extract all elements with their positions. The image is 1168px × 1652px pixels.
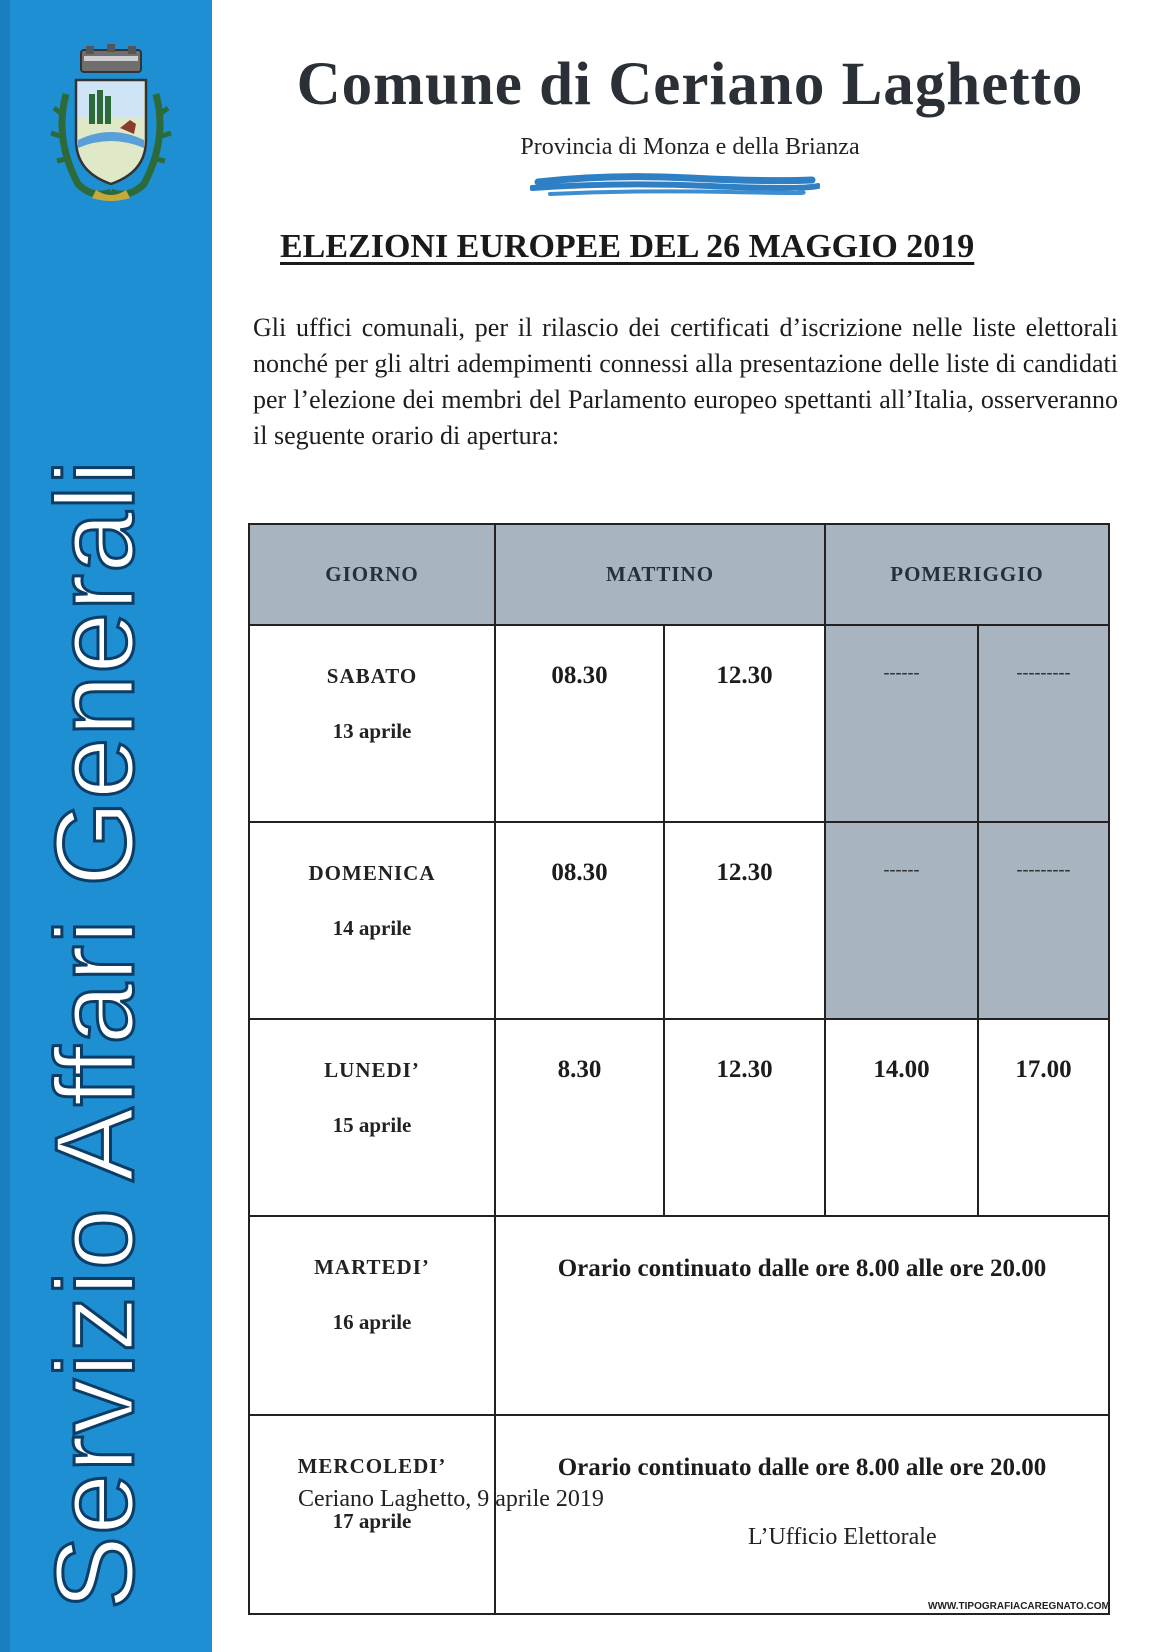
day-cell [249, 1216, 495, 1415]
day-date: 13 aprile [332, 719, 412, 743]
table-row [249, 1019, 1109, 1216]
continuous-hours: Orario continuato dalle ore 8.00 alle ore 20.00 [495, 1216, 1109, 1415]
afternoon-close-time: --------- [978, 625, 1109, 822]
morning-open-time: 8.30 [495, 1019, 664, 1216]
header-mattino: MATTINO [495, 524, 825, 625]
afternoon-open-time: ------ [825, 822, 978, 1019]
day-cell [249, 1019, 495, 1216]
day-cell [249, 625, 495, 822]
morning-open-time: 08.30 [495, 822, 664, 1019]
intro-paragraph: Gli uffici comunali, per il rilascio dei certificati d’iscrizione nelle liste elettorali nonché per gli altri adempimenti connessi alla presentazione delle liste di candidati per l’elezione dei membri del Parlamento europeo spettanti all’Italia, osserveranno il seguente orario di apertura: [253, 313, 1118, 450]
signing-office: L’Ufficio Elettorale [748, 1524, 937, 1550]
municipal-crest-icon [48, 44, 174, 202]
day-date: 16 aprile [332, 1310, 412, 1334]
day-name: MERCOLEDI’ [297, 1454, 447, 1478]
province-subtitle: Provincia di Monza e della Brianza [520, 134, 860, 160]
day-name: LUNEDI’ [324, 1058, 420, 1082]
page-title: Comune di Ceriano Laghetto [296, 51, 1084, 118]
afternoon-close-time: --------- [978, 822, 1109, 1019]
day-date: 17 aprile [332, 1509, 412, 1533]
vertical-section-title: Servizio Affari Generali [33, 459, 157, 1610]
day-cell [249, 822, 495, 1019]
table-header-row [249, 524, 1109, 625]
afternoon-open-time: ------ [825, 625, 978, 822]
decorative-brushstroke [530, 172, 820, 198]
afternoon-open-time: 14.00 [825, 1019, 978, 1216]
opening-hours-table [248, 523, 1110, 1615]
day-cell [249, 1415, 495, 1614]
printer-website: WWW.TIPOGRAFIACAREGNATO.COM [928, 1601, 1110, 1612]
day-name: MARTEDI’ [314, 1255, 430, 1279]
table-row [249, 822, 1109, 1019]
table-row [249, 625, 1109, 822]
table-row [249, 1415, 1109, 1614]
header-pomeriggio: POMERIGGIO [825, 524, 1109, 625]
morning-close-time: 12.30 [664, 822, 825, 1019]
table-row [249, 1216, 1109, 1415]
continuous-hours: Orario continuato dalle ore 8.00 alle ore 20.00 [495, 1415, 1109, 1614]
sidebar-band [0, 0, 212, 1652]
header-giorno: GIORNO [249, 524, 495, 625]
morning-close-time: 12.30 [664, 625, 825, 822]
day-date: 15 aprile [332, 1113, 412, 1137]
day-date: 14 aprile [332, 916, 412, 940]
afternoon-close-time: 17.00 [978, 1019, 1109, 1216]
day-name: DOMENICA [308, 861, 436, 885]
place-and-date: Ceriano Laghetto, 9 aprile 2019 [298, 1486, 604, 1512]
morning-open-time: 08.30 [495, 625, 664, 822]
sidebar-edge [0, 0, 10, 1652]
election-title: ELEZIONI EUROPEE DEL 26 MAGGIO 2019 [280, 228, 975, 265]
morning-close-time: 12.30 [664, 1019, 825, 1216]
day-name: SABATO [326, 664, 418, 688]
